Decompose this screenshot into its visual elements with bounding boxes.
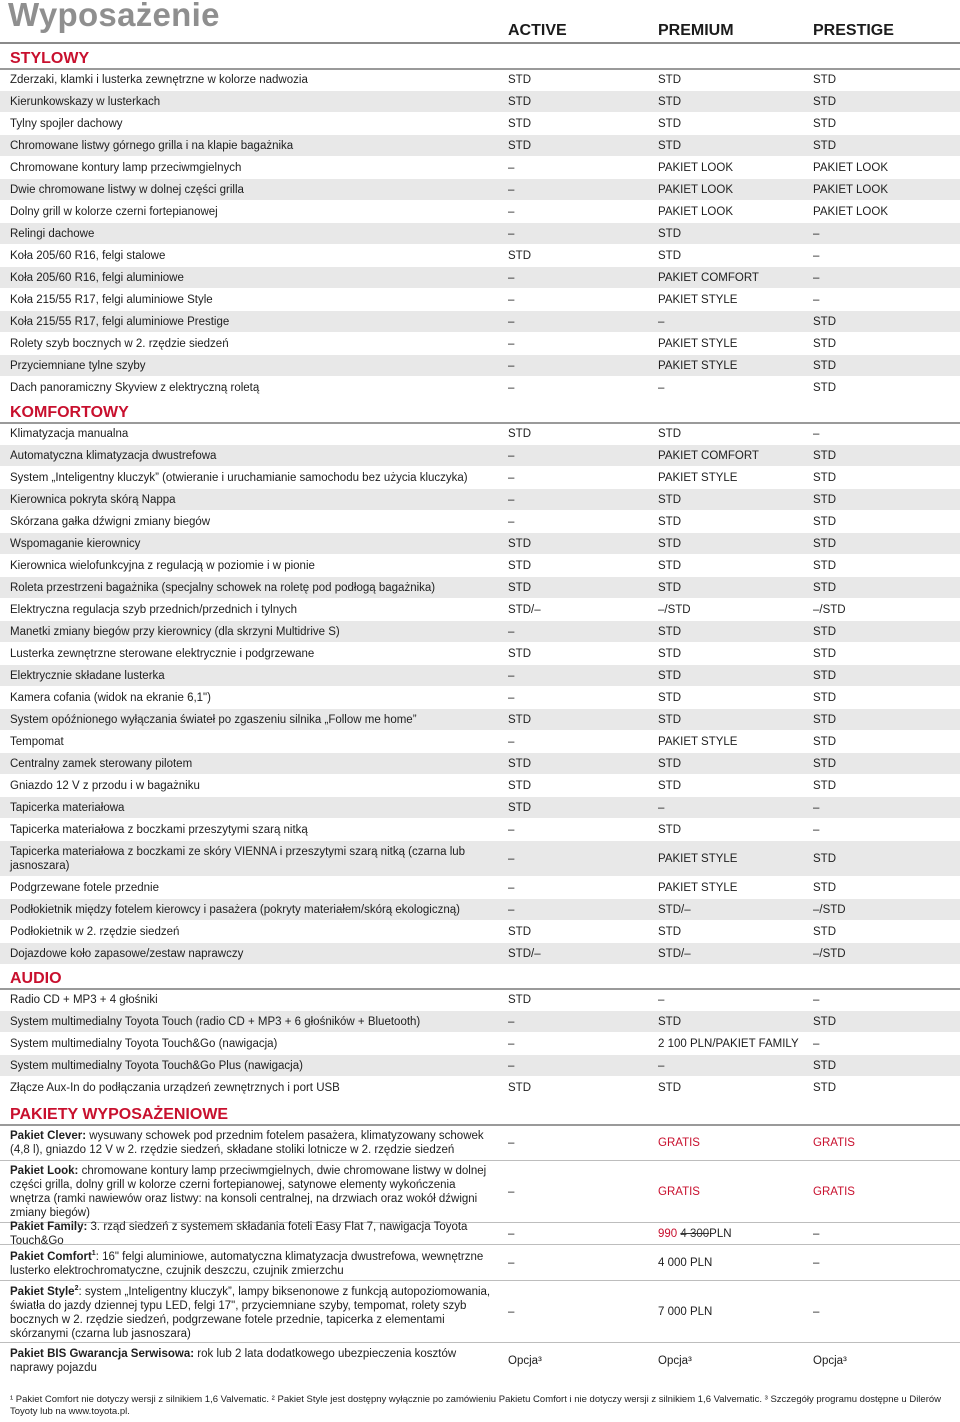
feature-label: Tapicerka materiałowa bbox=[10, 801, 125, 814]
table-row bbox=[0, 444, 960, 466]
feature-value: – bbox=[508, 515, 515, 528]
feature-label: Dach panoramiczny Skyview z elektryczną roletą bbox=[10, 381, 260, 394]
feature-value: – bbox=[813, 801, 820, 814]
feature-value: STD bbox=[508, 1081, 531, 1094]
feature-label: Roleta przestrzeni bagażnika (specjalny schowek na roletę pod podłogą bagażnika) bbox=[10, 581, 436, 594]
feature-value: STD bbox=[658, 493, 681, 506]
feature-value: STD bbox=[813, 669, 836, 682]
table-row bbox=[0, 156, 960, 178]
feature-label: Podłokietnik między fotelem kierowcy i pasażera (pokryty materiałem/skórą ekologiczną) bbox=[10, 903, 460, 916]
feature-label: Gniazdo 12 V z przodu i w bagażniku bbox=[10, 779, 200, 792]
feature-label: Klimatyzacja manualna bbox=[10, 428, 129, 440]
package-details: chromowane kontury lamp przeciwmgielnych, dwie chromowane listwy w dolnej części grilla, dolny grill w kolorze czerni fortepianowej, satynowe elementy wykończenia wnętrza (ramki nawiewów oraz listwy: na konsoli centralnej, na drzwiach oraz wokół dźwigni zmiany biegów) bbox=[10, 1164, 487, 1219]
feature-value: – bbox=[658, 994, 665, 1006]
feature-label: Dolny grill w kolorze czerni fortepianowej bbox=[10, 205, 218, 218]
feature-label: Podgrzewane fotele przednie bbox=[10, 881, 159, 894]
feature-value: STD bbox=[813, 691, 836, 704]
package-price-prestige: – bbox=[813, 1305, 820, 1318]
feature-label: Elektrycznie składane lusterka bbox=[10, 669, 165, 682]
table-row bbox=[0, 598, 960, 620]
feature-label: Tapicerka materiałowa z boczkami przeszytymi szarą nitką bbox=[10, 823, 308, 836]
feature-value: STD/– bbox=[658, 903, 691, 916]
feature-label: Przyciemniane tylne szyby bbox=[10, 359, 146, 372]
feature-value: STD bbox=[508, 139, 531, 152]
feature-label: Koła 205/60 R16, felgi aluminiowe bbox=[10, 271, 184, 284]
feature-value: STD bbox=[658, 95, 681, 108]
feature-label: System multimedialny Toyota Touch&Go Plus (nawigacja) bbox=[10, 1059, 303, 1072]
feature-value: PAKIET LOOK bbox=[658, 161, 733, 174]
feature-value: – bbox=[813, 1037, 820, 1050]
feature-value: STD bbox=[508, 95, 531, 108]
feature-value: STD bbox=[813, 779, 836, 792]
package-price-prestige: GRATIS bbox=[813, 1137, 855, 1149]
feature-value: STD bbox=[508, 249, 531, 262]
feature-label: Elektryczna regulacja szyb przednich/przednich i tylnych bbox=[10, 603, 297, 616]
table-row bbox=[0, 510, 960, 532]
feature-label: Dwie chromowane listwy w dolnej części grilla bbox=[10, 183, 244, 196]
package-row bbox=[0, 1220, 960, 1247]
feature-label: Skórzana gałka dźwigni zmiany biegów bbox=[10, 515, 211, 528]
table-row bbox=[0, 774, 960, 796]
table-row bbox=[0, 554, 960, 576]
feature-value: STD bbox=[813, 95, 836, 108]
feature-label: Zderzaki, klamki i lusterka zewnętrzne w kolorze nadwozia bbox=[10, 74, 308, 86]
feature-value: STD bbox=[508, 779, 531, 792]
table-row bbox=[0, 988, 960, 1010]
feature-label: Manetki zmiany biegów przy kierownicy (dla skrzyni Multidrive S) bbox=[10, 625, 340, 638]
feature-value: –/STD bbox=[658, 603, 691, 616]
feature-value: STD bbox=[813, 559, 836, 572]
feature-value: PAKIET STYLE bbox=[658, 471, 738, 484]
feature-value: – bbox=[508, 852, 515, 865]
feature-value: PAKIET LOOK bbox=[813, 183, 888, 196]
feature-value: STD bbox=[508, 428, 531, 440]
feature-value: – bbox=[508, 735, 515, 748]
feature-value: PAKIET COMFORT bbox=[658, 449, 759, 462]
table-row bbox=[0, 112, 960, 134]
feature-value: STD bbox=[508, 994, 531, 1006]
feature-value: – bbox=[508, 881, 515, 894]
feature-value: STD bbox=[658, 537, 681, 550]
feature-label: Chromowane kontury lamp przeciwmgielnych bbox=[10, 161, 242, 174]
feature-value: STD bbox=[658, 757, 681, 770]
package-price-active: – bbox=[508, 1185, 515, 1198]
feature-value: STD bbox=[658, 74, 681, 86]
feature-label: Automatyczna klimatyzacja dwustrefowa bbox=[10, 449, 217, 462]
feature-value: PAKIET LOOK bbox=[813, 161, 888, 174]
feature-label: Tempomat bbox=[10, 735, 64, 748]
feature-value: –/STD bbox=[813, 947, 846, 960]
feature-value: STD bbox=[508, 925, 531, 938]
feature-label: Dojazdowe koło zapasowe/zestaw naprawczy bbox=[10, 947, 244, 960]
feature-label: Kierunkowskazy w lusterkach bbox=[10, 95, 161, 108]
table-row bbox=[0, 222, 960, 244]
feature-value: – bbox=[813, 823, 820, 836]
table-row bbox=[0, 532, 960, 554]
package-description-text bbox=[10, 1164, 498, 1220]
section-heading bbox=[0, 1098, 960, 1124]
feature-value: STD bbox=[813, 925, 836, 938]
package-row bbox=[0, 1342, 960, 1378]
footnote-marker: 1 bbox=[91, 1250, 96, 1258]
feature-value: STD bbox=[813, 757, 836, 770]
table-row bbox=[0, 686, 960, 708]
feature-value: – bbox=[508, 823, 515, 836]
feature-value: STD/– bbox=[508, 947, 541, 960]
package-description-text bbox=[10, 1129, 498, 1157]
section-title: AUDIO bbox=[10, 970, 62, 987]
feature-value: PAKIET COMFORT bbox=[658, 271, 759, 284]
feature-value: – bbox=[508, 337, 515, 350]
table-row bbox=[0, 942, 960, 964]
feature-value: STD bbox=[658, 925, 681, 938]
feature-value: 2 100 PLN/PAKIET FAMILY bbox=[658, 1037, 799, 1050]
feature-value: PAKIET STYLE bbox=[658, 852, 738, 865]
package-description bbox=[10, 1343, 498, 1378]
feature-value: STD bbox=[813, 315, 836, 328]
table-row bbox=[0, 730, 960, 752]
feature-value: STD bbox=[813, 713, 836, 726]
footnote-marker: 2 bbox=[74, 1285, 79, 1293]
table-row bbox=[0, 920, 960, 942]
table-row bbox=[0, 288, 960, 310]
feature-value: –/STD bbox=[813, 903, 846, 916]
table-row bbox=[0, 708, 960, 730]
package-details: : system „Inteligentny kluczyk”, lampy biksenonowe z funkcją autopoziomowania, światła do jazdy dziennej typu LED, felgi 17", przyciemniane szyby, tempomat, rolety szyb bocznych w 2. rzędzie siedzeń, podgrzewane fotele przednie, tapicerka z elementami skórzanymi (czarna lub jasnoszara) bbox=[10, 1285, 491, 1340]
package-description bbox=[10, 1281, 498, 1342]
feature-label: Koła 205/60 R16, felgi stalowe bbox=[10, 249, 166, 262]
table-row bbox=[0, 642, 960, 664]
feature-value: STD bbox=[658, 249, 681, 262]
feature-value: – bbox=[813, 271, 820, 284]
table-row bbox=[0, 376, 960, 398]
feature-value: STD bbox=[508, 117, 531, 130]
feature-value: – bbox=[508, 359, 515, 372]
package-price-prestige: Opcja³ bbox=[813, 1354, 847, 1367]
feature-value: – bbox=[813, 249, 820, 262]
feature-label: System multimedialny Toyota Touch&Go (nawigacja) bbox=[10, 1037, 278, 1050]
feature-label: System „Inteligentny kluczyk” (otwieranie i uruchamianie samochodu bez użycia kluczyka) bbox=[10, 471, 468, 484]
feature-value: STD bbox=[813, 1015, 836, 1028]
package-name: Pakiet Family: bbox=[10, 1220, 88, 1233]
feature-value: STD bbox=[813, 139, 836, 152]
feature-value: – bbox=[658, 801, 665, 814]
package-row bbox=[0, 1244, 960, 1280]
table-row bbox=[0, 1076, 960, 1098]
feature-label: Wspomaganie kierownicy bbox=[10, 537, 141, 550]
feature-value: STD bbox=[813, 381, 836, 394]
feature-value: PAKIET STYLE bbox=[658, 735, 738, 748]
feature-value: STD bbox=[813, 647, 836, 660]
package-price-premium: GRATIS bbox=[658, 1137, 700, 1149]
feature-label: Koła 215/55 R17, felgi aluminiowe Style bbox=[10, 293, 213, 306]
feature-value: STD bbox=[813, 581, 836, 594]
table-row bbox=[0, 576, 960, 598]
package-row bbox=[0, 1124, 960, 1160]
feature-value: STD bbox=[813, 117, 836, 130]
feature-label: Kierownica wielofunkcyjna z regulacją w poziomie i w pionie bbox=[10, 559, 315, 572]
feature-value: STD bbox=[813, 74, 836, 86]
package-price-prestige: – bbox=[813, 1227, 820, 1240]
column-header-active: ACTIVE bbox=[508, 22, 567, 39]
feature-value: STD bbox=[813, 1059, 836, 1072]
feature-label: Lusterka zewnętrzne sterowane elektrycznie i podgrzewane bbox=[10, 647, 315, 660]
section-title: PAKIETY WYPOSAŻENIOWE bbox=[10, 1106, 229, 1123]
feature-value: PAKIET LOOK bbox=[813, 205, 888, 218]
feature-value: STD bbox=[658, 139, 681, 152]
table-row bbox=[0, 310, 960, 332]
feature-value: – bbox=[508, 205, 515, 218]
package-details: 3. rząd siedzeń z systemem składania foteli Easy Flat 7, nawigacja Toyota Touch&Go bbox=[10, 1220, 468, 1247]
feature-value: STD bbox=[658, 428, 681, 440]
package-price-active: – bbox=[508, 1137, 515, 1149]
table-row bbox=[0, 332, 960, 354]
feature-value: STD/– bbox=[508, 603, 541, 616]
feature-value: STD bbox=[813, 471, 836, 484]
feature-value: STD bbox=[813, 625, 836, 638]
feature-value: STD bbox=[658, 647, 681, 660]
package-description bbox=[10, 1245, 498, 1280]
table-row bbox=[0, 796, 960, 818]
feature-value: PAKIET STYLE bbox=[658, 337, 738, 350]
feature-value: STD bbox=[813, 537, 836, 550]
feature-label: Radio CD + MP3 + 4 głośniki bbox=[10, 994, 158, 1006]
section-title: KOMFORTOWY bbox=[10, 404, 129, 421]
feature-label: Złącze Aux-In do podłączania urządzeń zewnętrznych i port USB bbox=[10, 1081, 340, 1094]
feature-label: Podłokietnik w 2. rzędzie siedzeń bbox=[10, 925, 180, 938]
feature-value: – bbox=[508, 1037, 515, 1050]
package-price-premium: 4 000 PLN bbox=[658, 1256, 713, 1269]
package-details: : 16" felgi aluminiowe, automatyczna klimatyzacja dwustrefowa, wewnętrzne lusterko elektrochromatyczne, czujnik deszczu, czujnik zmierzchu bbox=[10, 1250, 484, 1277]
table-row bbox=[0, 90, 960, 112]
package-price-active: – bbox=[508, 1256, 515, 1269]
package-price-premium bbox=[658, 1223, 808, 1244]
feature-value: – bbox=[658, 381, 665, 394]
feature-label: System multimedialny Toyota Touch (radio CD + MP3 + 6 głośników + Bluetooth) bbox=[10, 1015, 421, 1028]
package-price-active: – bbox=[508, 1227, 515, 1240]
feature-label: Kierownica pokryta skórą Nappa bbox=[10, 493, 176, 506]
feature-value: STD bbox=[658, 117, 681, 130]
feature-value: – bbox=[508, 1015, 515, 1028]
feature-value: STD bbox=[508, 647, 531, 660]
feature-value: STD bbox=[658, 625, 681, 638]
feature-value: – bbox=[508, 471, 515, 484]
table-row bbox=[0, 1032, 960, 1054]
table-row bbox=[0, 178, 960, 200]
package-details: wysuwany schowek pod przednim fotelem pasażera, klimatyzowany schowek (4,8 l), gniazdo 12 V w 2. rzędzie siedzeń, składane stoliki lotnicze w 2. rzędzie siedzeń bbox=[10, 1130, 484, 1156]
feature-value: STD bbox=[658, 227, 681, 240]
table-row bbox=[0, 354, 960, 376]
feature-value: STD bbox=[658, 779, 681, 792]
package-description-text bbox=[10, 1347, 498, 1375]
feature-value: – bbox=[508, 493, 515, 506]
feature-value: – bbox=[508, 161, 515, 174]
table-row bbox=[0, 68, 960, 90]
feature-value: – bbox=[813, 293, 820, 306]
package-name: Pakiet Comfort bbox=[10, 1250, 92, 1263]
package-price-prestige: GRATIS bbox=[813, 1185, 855, 1198]
feature-label: Rolety szyb bocznych w 2. rzędzie siedzeń bbox=[10, 337, 229, 350]
feature-value: STD bbox=[508, 581, 531, 594]
table-row bbox=[0, 752, 960, 774]
package-row bbox=[0, 1280, 960, 1342]
old-price: 4 300 bbox=[680, 1227, 710, 1240]
package-price-premium: GRATIS bbox=[658, 1185, 700, 1198]
table-row bbox=[0, 1010, 960, 1032]
feature-value: STD bbox=[658, 713, 681, 726]
table-row bbox=[0, 898, 960, 920]
feature-value: – bbox=[813, 994, 820, 1006]
feature-value: – bbox=[508, 381, 515, 394]
table-row bbox=[0, 488, 960, 510]
table-row bbox=[0, 818, 960, 840]
feature-label: System opóźnionego wyłączania świateł po zgaszeniu silnika „Follow me home” bbox=[10, 713, 417, 726]
feature-value: STD bbox=[658, 669, 681, 682]
feature-value: STD bbox=[658, 823, 681, 836]
feature-value: – bbox=[508, 293, 515, 306]
package-price-premium: Opcja³ bbox=[658, 1354, 692, 1367]
feature-value: STD bbox=[508, 74, 531, 86]
package-price-premium: 7 000 PLN bbox=[658, 1305, 713, 1318]
package-name: Pakiet Style bbox=[10, 1285, 75, 1298]
feature-value: – bbox=[658, 1059, 665, 1072]
package-name: Pakiet Look: bbox=[10, 1164, 79, 1177]
feature-value: STD bbox=[813, 337, 836, 350]
table-row bbox=[0, 664, 960, 686]
table-row bbox=[0, 200, 960, 222]
package-description-text bbox=[10, 1247, 498, 1278]
feature-value: STD bbox=[508, 801, 531, 814]
package-price-active: Opcja³ bbox=[508, 1354, 542, 1367]
feature-value: STD bbox=[658, 691, 681, 704]
table-row bbox=[0, 466, 960, 488]
equipment-table bbox=[0, 44, 960, 1378]
feature-value: STD bbox=[658, 1015, 681, 1028]
package-price-active: – bbox=[508, 1305, 515, 1318]
feature-label: Koła 215/55 R17, felgi aluminiowe Prestige bbox=[10, 315, 230, 328]
table-row bbox=[0, 134, 960, 156]
footnote: ¹ Pakiet Comfort nie dotyczy wersji z silnikiem 1,6 Valvematic. ² Pakiet Style jest dostępny wyłącznie po zamówieniu Pakietu Comfort i nie dotyczy wersji z silnikiem 1,6 Valvematic. ³ Szczegóły programu dostępne u Dilerów Toyoty lub na www.toyota.pl. bbox=[10, 1394, 942, 1417]
table-row bbox=[0, 1054, 960, 1076]
feature-value: – bbox=[508, 903, 515, 916]
feature-value: STD bbox=[813, 735, 836, 748]
feature-value: PAKIET LOOK bbox=[658, 205, 733, 218]
package-row bbox=[0, 1160, 960, 1222]
feature-label: Centralny zamek sterowany pilotem bbox=[10, 757, 193, 770]
feature-value: STD bbox=[813, 359, 836, 372]
package-price-prestige: – bbox=[813, 1256, 820, 1269]
section-heading bbox=[0, 964, 960, 988]
feature-value: – bbox=[508, 227, 515, 240]
feature-value: PAKIET STYLE bbox=[658, 881, 738, 894]
feature-value: – bbox=[508, 1059, 515, 1072]
package-name: Pakiet BIS Gwarancja Serwisowa: bbox=[10, 1347, 195, 1360]
feature-label: Chromowane listwy górnego grilla i na klapie bagażnika bbox=[10, 139, 294, 152]
feature-value: STD bbox=[658, 515, 681, 528]
feature-value: – bbox=[508, 315, 515, 328]
feature-value: – bbox=[508, 625, 515, 638]
feature-value: STD bbox=[813, 493, 836, 506]
feature-value: – bbox=[508, 449, 515, 462]
feature-value: PAKIET STYLE bbox=[658, 359, 738, 372]
feature-value: PAKIET LOOK bbox=[658, 183, 733, 196]
feature-value: PAKIET STYLE bbox=[658, 293, 738, 306]
package-details: rok lub 2 lata dodatkowego ubezpieczenia kosztów naprawy pojazdu bbox=[10, 1347, 457, 1374]
table-row bbox=[0, 266, 960, 288]
section-heading bbox=[0, 44, 960, 68]
feature-value: STD bbox=[658, 581, 681, 594]
column-header-premium: PREMIUM bbox=[658, 22, 734, 39]
table-row bbox=[0, 422, 960, 444]
feature-value: – bbox=[658, 315, 665, 328]
section-title: STYLOWY bbox=[10, 50, 90, 67]
feature-label: Relingi dachowe bbox=[10, 227, 95, 240]
feature-value: STD bbox=[508, 559, 531, 572]
feature-value: – bbox=[813, 227, 820, 240]
feature-label: Kamera cofania (widok na ekranie 6,1") bbox=[10, 691, 211, 704]
table-row bbox=[0, 620, 960, 642]
feature-value: STD bbox=[658, 1081, 681, 1094]
feature-label: Tapicerka materiałowa z boczkami ze skóry VIENNA i przeszytymi szarą nitką (czarna lub jasnoszara) bbox=[10, 845, 466, 872]
new-price: 990 bbox=[658, 1227, 678, 1240]
feature-label: Tylny spojler dachowy bbox=[10, 117, 123, 130]
feature-value: –/STD bbox=[813, 603, 846, 616]
feature-value: STD bbox=[658, 559, 681, 572]
column-header-prestige: PRESTIGE bbox=[813, 22, 894, 39]
feature-value: STD bbox=[813, 449, 836, 462]
package-description bbox=[10, 1220, 498, 1247]
feature-value: STD bbox=[508, 713, 531, 726]
feature-value: – bbox=[508, 691, 515, 704]
package-name: Pakiet Clever: bbox=[10, 1130, 87, 1142]
feature-value: STD bbox=[813, 515, 836, 528]
feature-value: – bbox=[508, 669, 515, 682]
feature-value: – bbox=[813, 428, 820, 440]
price-unit: PLN bbox=[709, 1227, 732, 1240]
feature-value: STD bbox=[508, 757, 531, 770]
table-row bbox=[0, 840, 960, 876]
package-description bbox=[10, 1161, 498, 1222]
feature-value: STD bbox=[813, 1081, 836, 1094]
section-heading bbox=[0, 398, 960, 422]
feature-value: STD bbox=[813, 881, 836, 894]
package-description-text bbox=[10, 1282, 498, 1341]
feature-value: – bbox=[508, 183, 515, 196]
page-title: Wyposażenie bbox=[8, 0, 220, 33]
table-row bbox=[0, 876, 960, 898]
feature-value: STD bbox=[508, 537, 531, 550]
package-description bbox=[10, 1126, 498, 1160]
feature-value: STD bbox=[813, 852, 836, 865]
table-row bbox=[0, 244, 960, 266]
feature-value: STD/– bbox=[658, 947, 691, 960]
feature-value: – bbox=[508, 271, 515, 284]
